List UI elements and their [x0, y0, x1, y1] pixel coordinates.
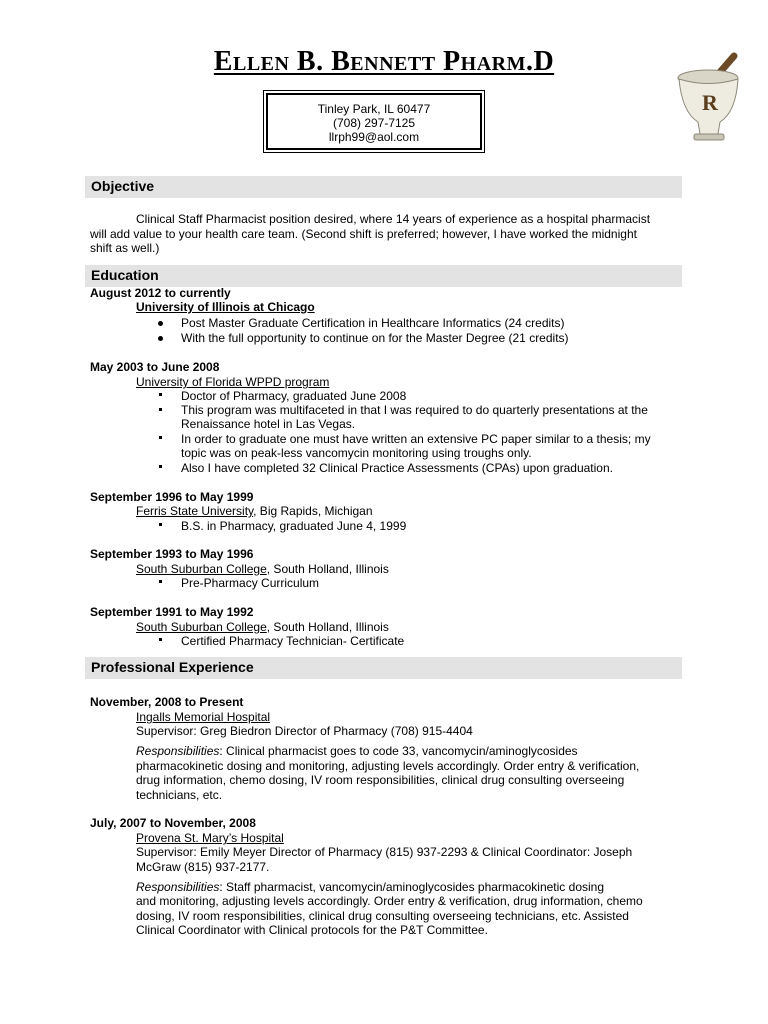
section-heading: Objective: [91, 178, 155, 194]
section-heading: Professional Experience: [91, 659, 254, 675]
objective-line: shift as well.): [90, 241, 160, 255]
edu-school-line: [136, 620, 389, 635]
edu-bullet: Post Master Graduate Certification in Healthcare Informatics (24 credits): [181, 316, 565, 330]
bullet-square: [159, 408, 162, 411]
responsibilities-text: pharmacokinetic dosing and monitoring, adjusting levels accordingly. Order entry & verification,: [136, 759, 640, 773]
bullet-square: [159, 638, 162, 641]
section-objective: [85, 176, 682, 198]
bullet-dot: [158, 336, 163, 341]
bullet-dot: [158, 321, 163, 326]
edu-bullet: In order to graduate one must have written an extensive PC paper similar to a thesis; my: [181, 432, 651, 446]
responsibilities-label: Responsibilities: [136, 880, 220, 894]
edu-bullet: Certified Pharmacy Technician- Certificate: [181, 634, 405, 648]
responsibilities-text: technicians, etc.: [136, 788, 223, 802]
bullet-square: [159, 580, 162, 583]
edu-bullet: This program was multifaceted in that I was required to do quarterly presentations at the: [181, 403, 648, 417]
bullet-square: [159, 523, 162, 526]
mortar-pestle-logo: [676, 52, 742, 144]
responsibilities-text: : Clinical pharmacist goes to code 33, vancomycin/aminoglycosides: [219, 744, 578, 758]
edu-dates: May 2003 to June 2008: [90, 360, 220, 374]
edu-bullet: Doctor of Pharmacy, graduated June 2008: [181, 389, 407, 403]
edu-bullet-continuation: topic was on peak-less vancomycin monitoring using troughs only.: [181, 446, 532, 460]
edu-bullet-continuation: Renaissance hotel in Las Vegas.: [181, 417, 356, 431]
job-supervisor: Supervisor: Greg Biedron Director of Pharmacy (708) 915-4404: [136, 724, 473, 738]
bullet-square: [159, 465, 162, 468]
edu-school-line: [136, 504, 373, 519]
edu-dates: September 1996 to May 1999: [90, 490, 254, 504]
edu-bullet: Pre-Pharmacy Curriculum: [181, 576, 320, 590]
job-supervisor: Supervisor: Emily Meyer Director of Pharmacy (815) 937-2293 & Clinical Coordinator: Joseph: [136, 845, 633, 859]
edu-dates: September 1991 to May 1992: [90, 605, 254, 619]
edu-location: , South Holland, Illinois: [266, 562, 389, 576]
edu-school-line: [136, 562, 389, 577]
edu-dates: September 1993 to May 1996: [90, 547, 254, 561]
responsibilities-text: : Staff pharmacist, vancomycin/aminoglycosides pharmacokinetic dosing: [219, 880, 605, 894]
edu-dates: August 2012 to currently: [90, 286, 231, 300]
resume-name: Ellen B. Bennett Pharm.D: [213, 46, 555, 77]
edu-school: South Suburban College: [136, 620, 267, 634]
job-dates: November, 2008 to Present: [90, 695, 244, 709]
responsibilities-label: Responsibilities: [136, 744, 220, 758]
edu-location: , South Holland, Illinois: [266, 620, 389, 634]
contact-address: Tinley Park, IL 60477: [317, 102, 431, 116]
edu-school: Ferris State University: [136, 504, 254, 518]
contact-email: llrph99@aol.com: [328, 130, 420, 144]
responsibilities-text: dosing, IV room responsibilities, clinical drug consulting overseeing technicians, etc. Assisted: [136, 909, 629, 923]
edu-school: University of Illinois at Chicago: [136, 300, 315, 314]
rx-symbol: R: [702, 90, 718, 115]
contact-box: [266, 93, 482, 150]
bullet-square: [159, 436, 162, 439]
objective-line: will add value to your health care team. (Second shift is preferred; however, I have worked the midnight: [90, 227, 637, 241]
job-employer: Provena St. Mary’s Hospital: [136, 831, 284, 845]
edu-school: University of Florida WPPD program: [136, 375, 330, 389]
bullet-square: [159, 393, 162, 396]
edu-school: South Suburban College: [136, 562, 267, 576]
edu-bullet: B.S. in Pharmacy, graduated June 4, 1999: [181, 519, 407, 533]
section-experience: [85, 657, 682, 679]
responsibilities-text: drug information, chemo dosing, IV room responsibilities, clinical drug consulting overseeing: [136, 773, 625, 787]
job-supervisor: McGraw (815) 937-2177.: [136, 860, 270, 874]
edu-bullet: Also I have completed 32 Clinical Practice Assessments (CPAs) upon graduation.: [181, 461, 613, 475]
job-employer: Ingalls Memorial Hospital: [136, 710, 271, 724]
section-education: [85, 265, 682, 287]
job-responsibilities-line: [136, 744, 578, 759]
contact-phone: (708) 297-7125: [332, 116, 416, 130]
mortar-base: [694, 134, 724, 140]
section-heading: Education: [91, 267, 159, 283]
responsibilities-text: and monitoring, adjusting levels accordingly. Order entry & verification, drug information, chemo: [136, 894, 643, 908]
objective-line: Clinical Staff Pharmacist position desired, where 14 years of experience as a hospital pharmacist: [136, 212, 651, 226]
edu-bullet: With the full opportunity to continue on for the Master Degree (21 credits): [181, 331, 569, 345]
edu-location: , Big Rapids, Michigan: [253, 504, 373, 518]
responsibilities-text: Clinical Coordinator with Clinical protocols for the P&T Committee.: [136, 923, 488, 937]
job-responsibilities-line: [136, 880, 604, 895]
job-dates: July, 2007 to November, 2008: [90, 816, 256, 830]
